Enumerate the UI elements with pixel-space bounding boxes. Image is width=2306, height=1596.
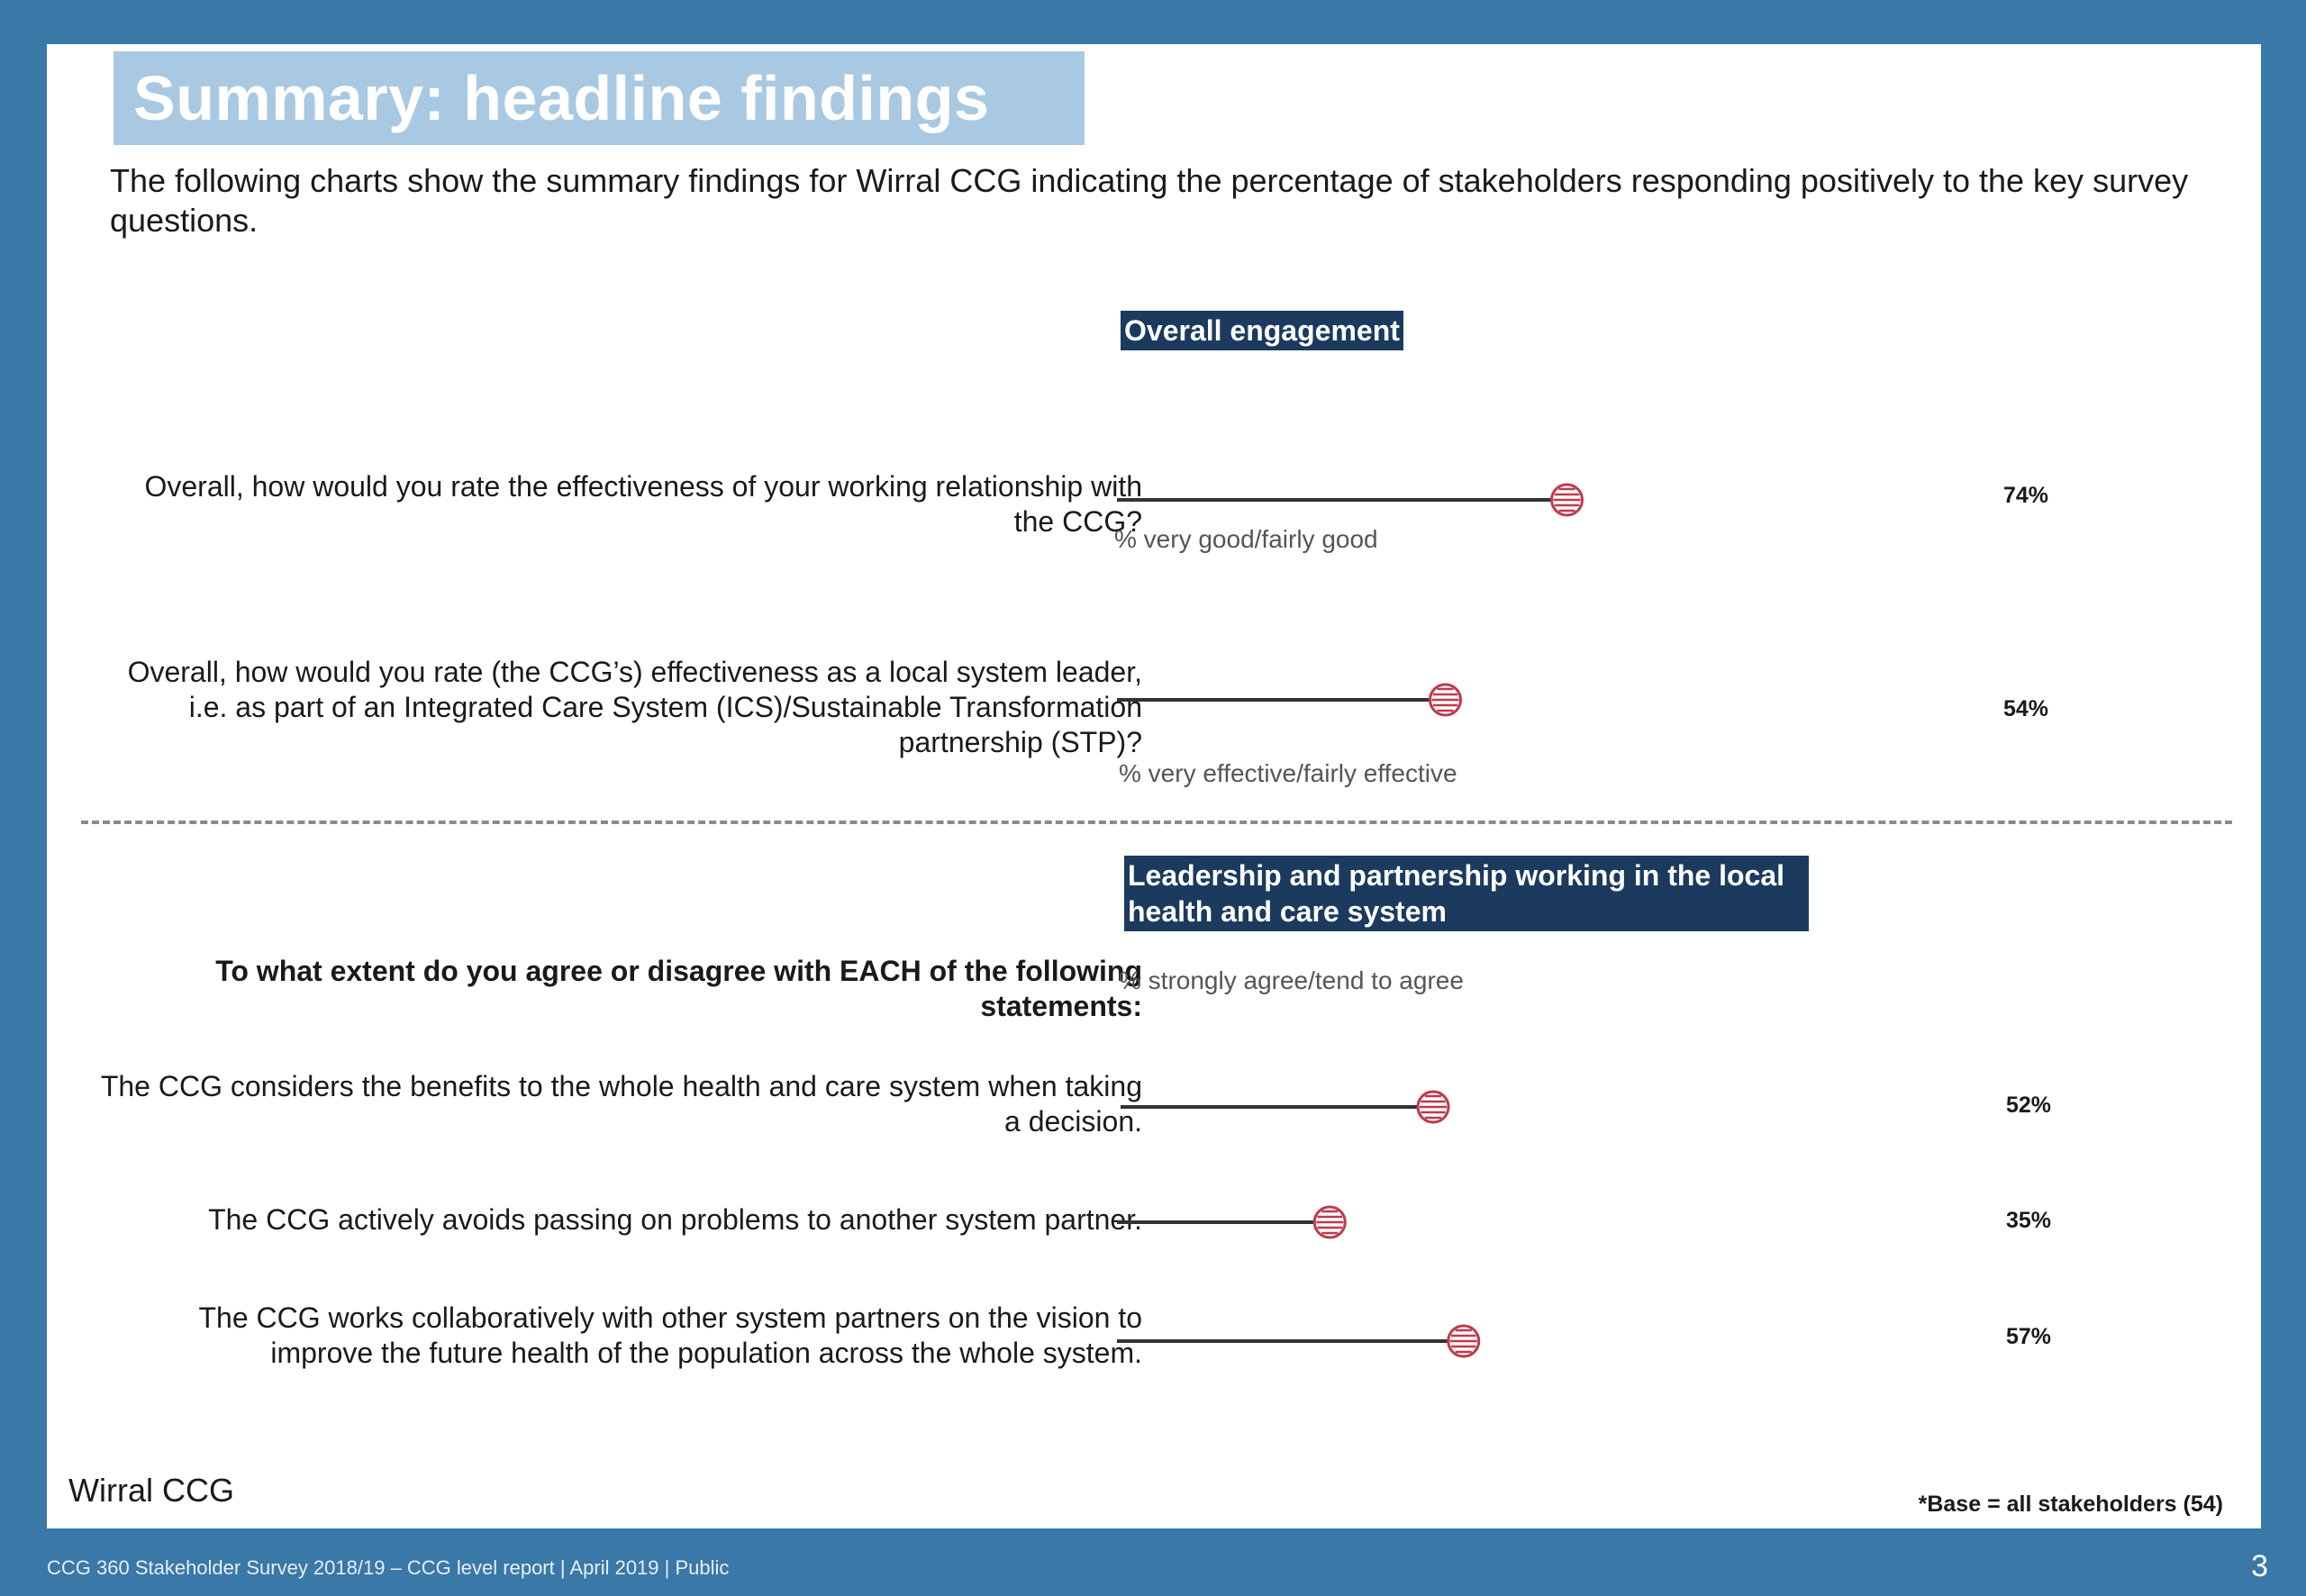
value-label-3: 52% [2006, 1093, 2052, 1118]
base-note: *Base = all stakeholders (54) [1918, 1492, 2223, 1517]
statements-prompt: To what extent do you agree or disagree with EACH of the following statements: [215, 955, 1142, 1022]
section-overall-engagement: Overall engagement [1121, 311, 1403, 350]
statement-label-3: The CCG works collaboratively with other system partners on the vision to improve the future health of the population across the whole system. [198, 1301, 1142, 1369]
value-label-1: 74% [2003, 483, 2049, 508]
lollipop-marker [1552, 485, 1583, 515]
value-label-2: 54% [2003, 696, 2049, 721]
statement-label-2: The CCG actively avoids passing on problems to another system partner. [208, 1203, 1142, 1236]
section-leadership: Leadership and partnership working in the local health and care system [1124, 856, 1809, 931]
slide-page [47, 44, 2261, 1528]
question-label-2: Overall, how would you rate (the CCG’s) effectiveness as a local system leader, i.e. as part of an Integrated Care System (ICS)/Sustainable Transformation partnership (STP)? [127, 656, 1142, 758]
page-title: Summary: headline findings [133, 63, 990, 133]
value-label-5: 57% [2006, 1324, 2052, 1349]
organisation-name: Wirral CCG [68, 1472, 234, 1509]
lollipop-chart [47, 44, 2261, 1528]
value-label-4: 35% [2006, 1208, 2052, 1233]
footer-source: CCG 360 Stakeholder Survey 2018/19 – CCG level report | April 2019 | Public [47, 1556, 730, 1579]
statement-label-1: The CCG considers the benefits to the whole health and care system when taking a decision. [100, 1070, 1142, 1138]
page-number: 3 [2251, 1549, 2268, 1583]
intro-text: The following charts show the summary findings for Wirral CCG indicating the percentage of stakeholders responding positively to the key survey questions. [110, 162, 2189, 239]
lollipop-marker [1418, 1092, 1448, 1122]
question-label-1: Overall, how would you rate the effectiveness of your working relationship with the CCG? [144, 470, 1142, 538]
measure-label-3: % strongly agree/tend to agree [1119, 966, 1464, 994]
lollipop-marker [1314, 1207, 1345, 1238]
measure-label-2: % very effective/fairly effective [1119, 759, 1457, 787]
measure-label-1: % very good/fairly good [1114, 525, 1378, 553]
lollipop-marker [1448, 1326, 1479, 1356]
lollipop-marker [1430, 685, 1461, 715]
